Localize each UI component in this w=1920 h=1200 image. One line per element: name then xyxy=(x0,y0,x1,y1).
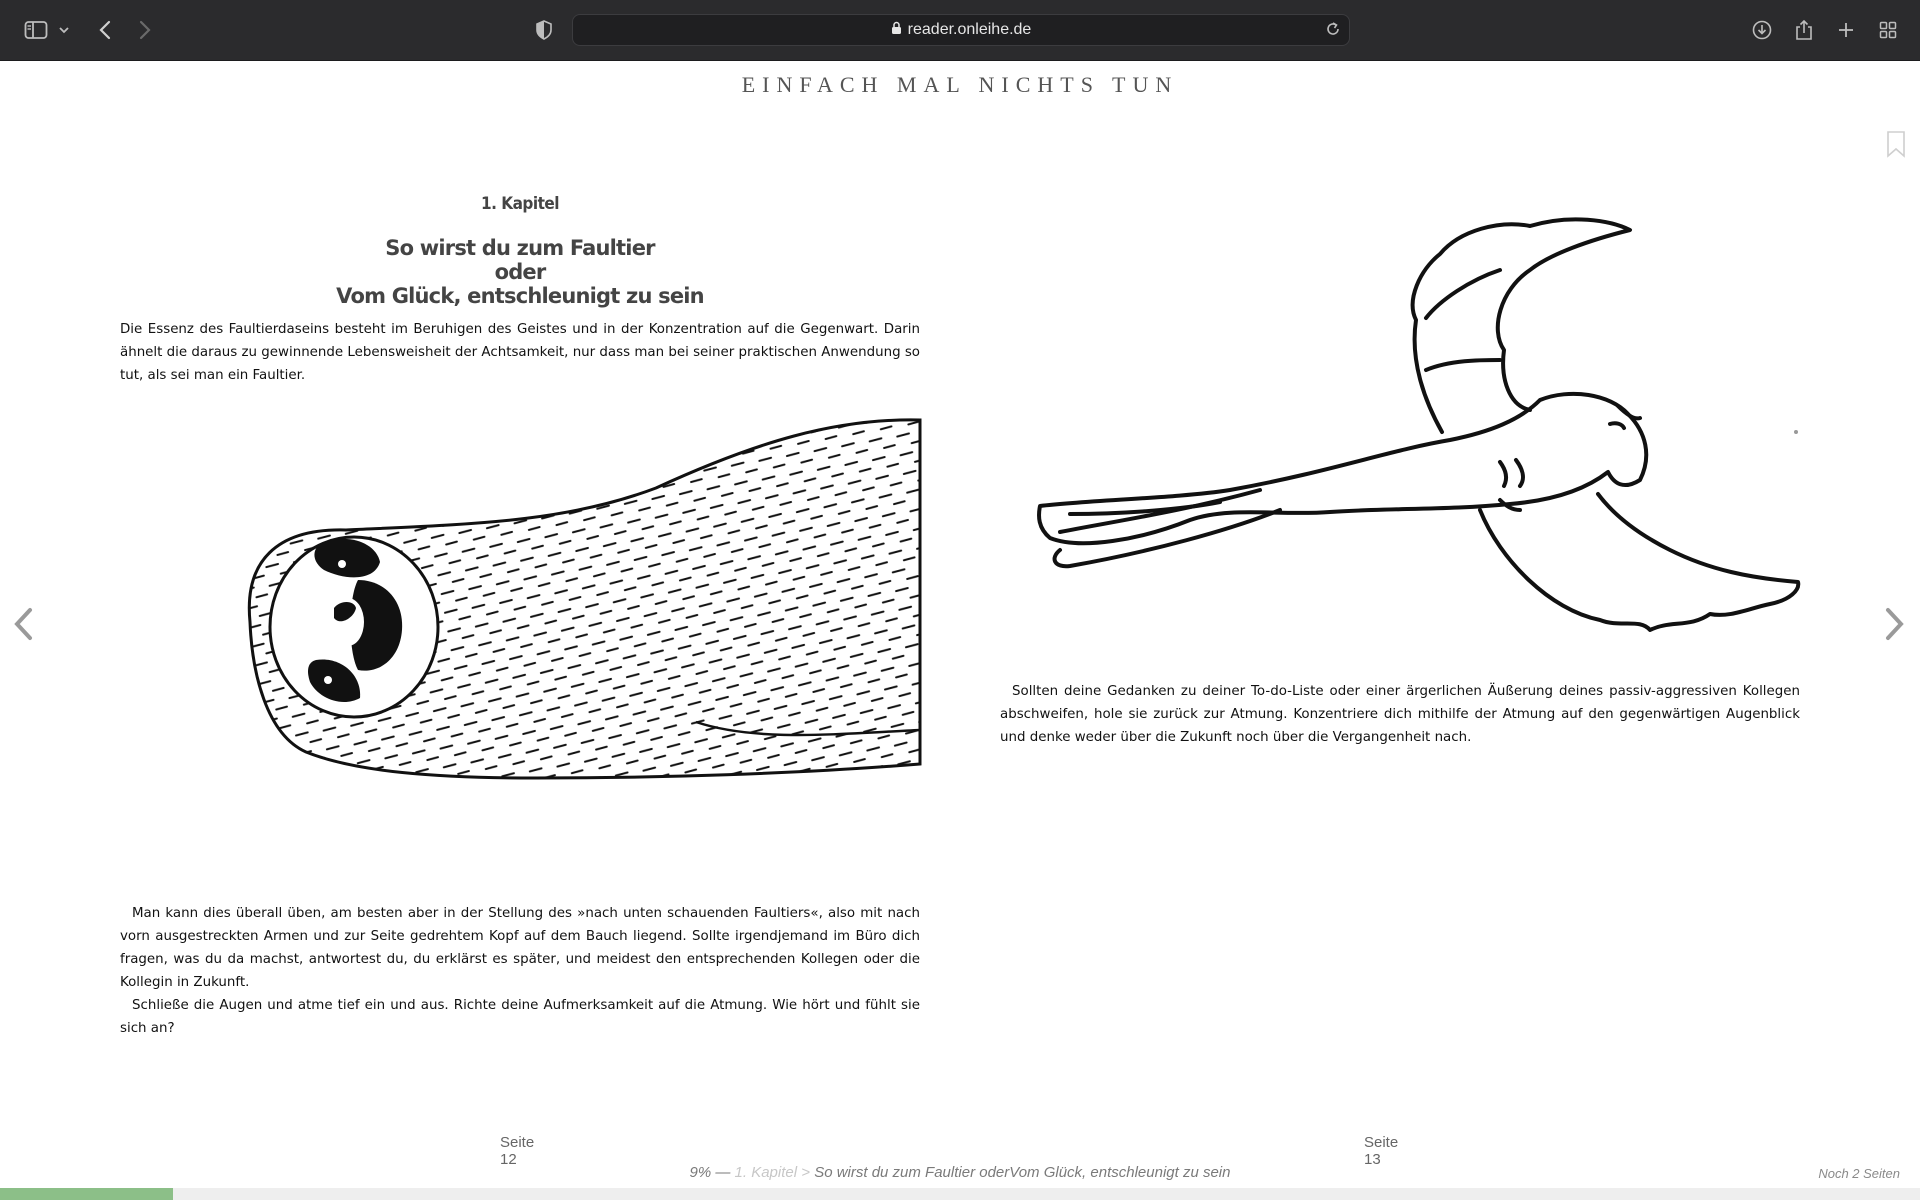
page-number-right: Seite 13 xyxy=(1364,1134,1399,1168)
forward-icon[interactable] xyxy=(134,14,156,46)
address-bar[interactable] xyxy=(572,14,1350,46)
browser-toolbar xyxy=(0,0,1920,61)
url-text: reader.onleihe.de xyxy=(907,21,1032,38)
bookmark-icon[interactable] xyxy=(1886,130,1906,162)
progress-percent: 9% xyxy=(689,1164,712,1181)
status-separator: — xyxy=(711,1164,735,1181)
share-icon[interactable] xyxy=(1792,14,1816,46)
breadcrumb-arrow: > xyxy=(797,1164,815,1181)
body-paragraph-2: Schließe die Augen und atme tief ein und aus. Richte deine Aufmerksamkeit auf die Atmung. Wie hört und fühlt sie sich an? xyxy=(120,998,920,1036)
book-title: EINFACH MAL NICHTS TUN xyxy=(741,72,1179,97)
previous-page-arrow-icon[interactable] xyxy=(12,606,36,646)
reading-progress-bar[interactable] xyxy=(0,1188,1920,1200)
chapter-title xyxy=(120,236,920,308)
chapter-label: 1. Kapitel xyxy=(480,194,560,214)
intro-text: Die Essenz des Faultierdaseins besteht im Beruhigen des Geistes und in der Konzentration auf die Gegenwart. Darin ähnelt die daraus zu gewinnende Lebensweisheit der Achtsamkeit, nur dass man bei seiner praktischen Anwendung so tut, als sei man ein Faultier. xyxy=(120,322,920,383)
reload-icon[interactable] xyxy=(1325,21,1341,41)
body-paragraph-1: Man kann dies überall üben, am besten aber in der Stellung des »nach unten schauenden Faultiers«, also mit nach vorn ausgestreckten Armen und zur Seite gedrehtem Kopf auf dem Bauch liegend. Sollte irgendjemand im Büro dich fragen, was du da machst, antwortest du, du erklärst es später, und meidest den entsprechenden Kollegen oder die Kollegin in Zukunft. xyxy=(120,906,920,990)
right-body-paragraph-1: Sollten deine Gedanken zu deiner To-do-Liste oder einer ärgerlichen Äußerung deines passiv-aggressiven Kollegen abschweifen, hole sie zurück zur Atmung. Konzentriere dich mithilfe der Atmung auf den gegenwärtigen Augenblick und denke weder über die Zukunft noch über die Vergangenheit nach. xyxy=(1000,684,1800,745)
section-title: So wirst du zum Faultier oderVom Glück, entschleunigt zu sein xyxy=(814,1164,1231,1181)
sloth-illustration xyxy=(236,412,922,792)
download-icon[interactable] xyxy=(1750,14,1774,46)
pages-remaining: Noch 2 Seiten xyxy=(1818,1166,1900,1181)
chapter-breadcrumb-link[interactable]: 1. Kapitel xyxy=(734,1164,798,1181)
tab-overview-icon[interactable] xyxy=(1876,14,1900,46)
chapter-title-line-2: oder xyxy=(494,260,546,284)
chevron-down-icon[interactable] xyxy=(56,14,72,46)
shield-icon[interactable] xyxy=(532,14,556,46)
back-icon[interactable] xyxy=(94,14,116,46)
bird-illustration xyxy=(1030,210,1810,654)
lock-icon xyxy=(891,21,902,40)
reading-status xyxy=(0,1164,1920,1181)
chapter-title-line-3: Vom Glück, entschleunigt zu sein xyxy=(336,284,704,308)
next-page-arrow-icon[interactable] xyxy=(1882,606,1906,646)
intro-paragraph xyxy=(120,318,920,387)
new-tab-icon[interactable] xyxy=(1834,14,1858,46)
reading-progress-fill xyxy=(0,1188,173,1200)
chapter-title-line-1: So wirst du zum Faultier xyxy=(385,236,655,260)
page-number-left: Seite 12 xyxy=(500,1134,535,1168)
body-paragraphs xyxy=(120,902,920,1040)
right-paragraph xyxy=(1000,680,1800,749)
sidebar-icon[interactable] xyxy=(22,14,50,46)
